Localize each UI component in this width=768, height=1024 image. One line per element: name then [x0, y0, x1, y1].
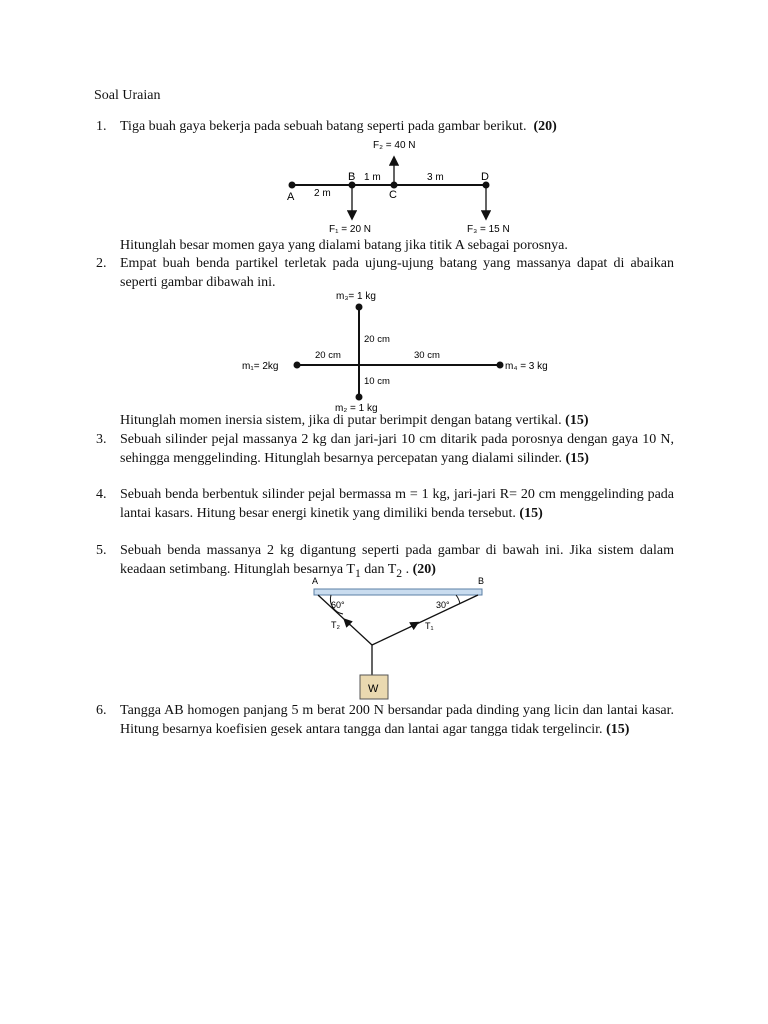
subscript-2: 2: [396, 566, 403, 580]
rope-right: [372, 595, 478, 645]
point-c-label: C: [389, 189, 397, 201]
question-number: 2.: [96, 256, 107, 271]
tension-t1-arrow: [410, 623, 417, 627]
angle-left-label: 60°: [331, 600, 345, 610]
question-text: Sebuah benda massanya 2 kg digantung seperti pada gambar di bawah ini. Jika sistem dalam keadaan setimbang. Hitunglah besarnya T: [120, 543, 674, 577]
angle-right-label: 30°: [436, 600, 450, 610]
mass-m1-label: m₁= 2kg: [242, 361, 279, 372]
point-b-label: B: [348, 171, 356, 183]
question-number: 5.: [96, 543, 107, 558]
weight-label: W: [368, 683, 379, 695]
question-number: 4.: [96, 487, 107, 502]
question-6: [96, 702, 674, 740]
point-a-label: A: [312, 576, 319, 586]
distance-right-label: 30 cm: [414, 350, 440, 361]
distance-down-label: 10 cm: [364, 376, 390, 387]
question-text: Tiga buah gaya bekerja pada sebuah batang seperti pada gambar berikut.: [120, 119, 527, 134]
question-score: (15): [606, 721, 630, 737]
ceiling-beam: [314, 589, 482, 595]
question-text-b: dan T: [360, 561, 397, 577]
question-1-instruction: Hitunglah besar momen gaya yang dialami batang jika titik A sebagai porosnya.: [120, 238, 568, 253]
force-f1-label: F₁ = 20 N: [329, 224, 372, 235]
angle-30-arc: [456, 595, 460, 604]
question-text: Sebuah benda berbentuk silinder pejal bermassa m = 1 kg, jari-jari R= 20 cm menggelinding pada lantai kasars. Hitung besar energi kinetik yang dimiliki benda tersebut.: [120, 487, 674, 521]
force-f3-label: F₃ = 15 N: [467, 224, 510, 235]
mass-m4-label: m₄ = 3 kg: [505, 361, 548, 372]
question-score: (15): [565, 413, 589, 428]
question-text-c: .: [402, 561, 413, 577]
distance-left-label: 20 cm: [315, 350, 341, 361]
question-text: Tangga AB homogen panjang 5 m berat 200 N bersandar pada dinding yang licin dan lantai kasar. Hitung besarnya koefisien gesek antara tangga dan lantai agar tangga tidak tergelincir.: [120, 703, 674, 737]
question-number: 1.: [96, 119, 107, 134]
question-text: Sebuah silinder pejal massanya 2 kg dan jari-jari 10 cm ditarik pada porosnya dengan gaya 10 N, sehingga menggelinding. Hitunglah besarnya percepatan yang dialami silinder.: [120, 432, 674, 466]
force-f2-label: F₂ = 40 N: [373, 140, 416, 151]
distance-cd-label: 3 m: [427, 172, 444, 183]
point-a-label: A: [287, 191, 295, 203]
distance-up-label: 20 cm: [364, 334, 390, 345]
question-score: (15): [519, 505, 543, 521]
question-number: 3.: [96, 432, 107, 447]
mass-m3-label: m₃= 1 kg: [336, 291, 376, 302]
question-text: Empat buah benda partikel terletak pada ujung-ujung batang yang massanya dapat di abaikan seperti gambar dibawah ini.: [120, 256, 674, 290]
subscript-1: 1: [354, 566, 361, 580]
distance-ab-label: 2 m: [314, 188, 331, 199]
page-heading: Soal Uraian: [94, 88, 161, 103]
tension-t2-arrow: [345, 620, 350, 625]
question-score: (20): [412, 561, 436, 577]
point-b-label: B: [478, 576, 485, 586]
question-number: 6.: [96, 703, 107, 718]
distance-bc-label: 1 m: [364, 172, 381, 183]
mass-m2-label: m₂ = 1 kg: [335, 403, 378, 414]
instruction-text: Hitunglah momen inersia sistem, jika di putar berimpit dengan batang vertikal.: [120, 413, 562, 428]
tension-t2-label: T₂: [331, 620, 340, 630]
point-d-label: D: [481, 171, 489, 183]
question-score: (20): [533, 119, 557, 134]
tension-t1-label: T₁: [425, 621, 434, 631]
question-score: (15): [565, 450, 589, 466]
